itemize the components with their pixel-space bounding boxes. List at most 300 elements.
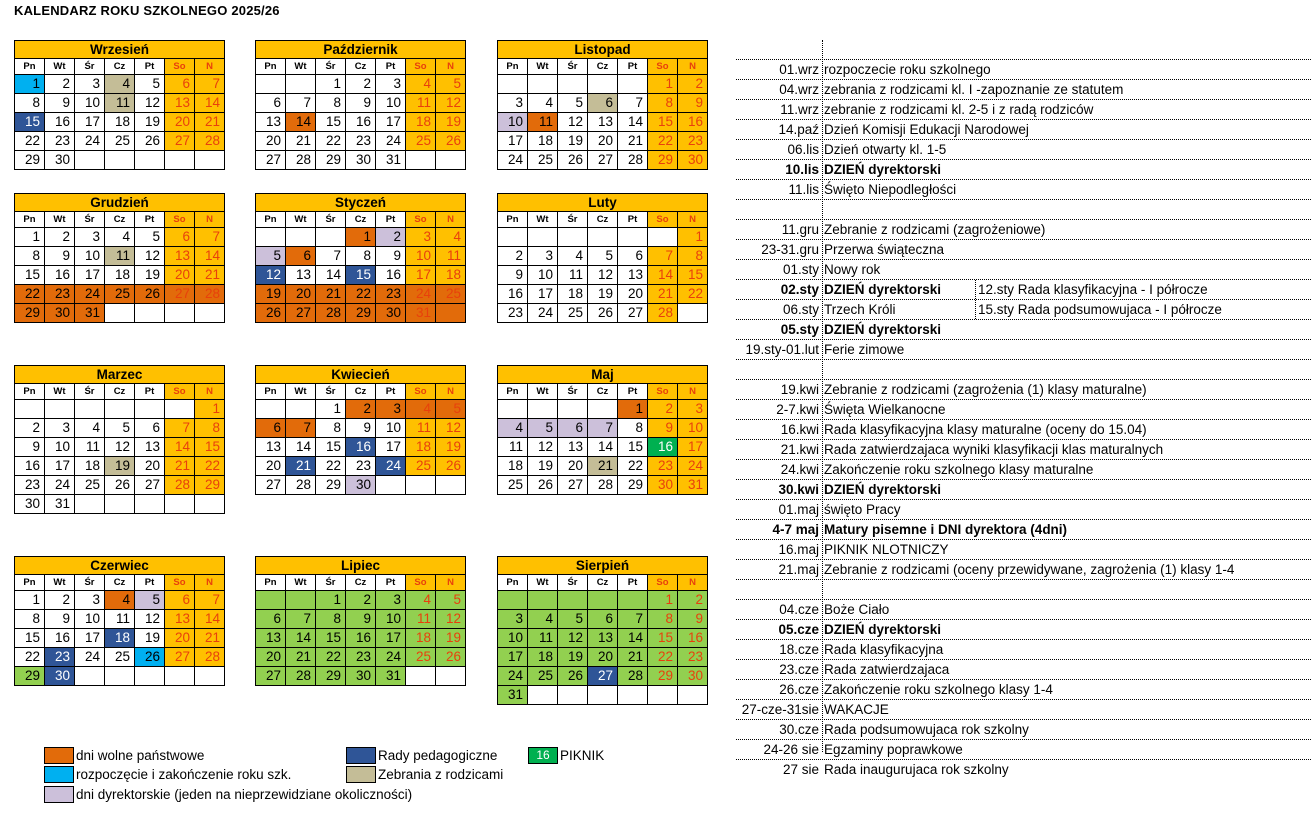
event-description: DZIEŃ dyrektorski (824, 282, 942, 297)
day-cell: 16 (15, 457, 45, 476)
day-cell: 15 (678, 266, 708, 285)
event-description: Zebranie z rodzicami (zagrożenia (1) klasy maturalne) (824, 382, 1147, 397)
event-date: 23.cze (779, 662, 819, 677)
event-row (736, 600, 1311, 620)
month-days (498, 575, 708, 705)
day-cell: 13 (256, 629, 286, 648)
weekday-header: Pt (135, 212, 165, 228)
month-days (498, 59, 708, 170)
day-cell: 12 (256, 266, 286, 285)
day-cell: 12 (135, 247, 165, 266)
weekday-header: N (195, 384, 225, 400)
legend-councils (346, 747, 497, 764)
day-cell: 19 (558, 132, 588, 151)
weekday-header: Wt (45, 384, 75, 400)
day-cell: 6 (165, 228, 195, 247)
event-row (736, 660, 1311, 680)
day-cell: 18 (406, 629, 436, 648)
day-cell: 23 (346, 648, 376, 667)
day-cell (105, 304, 135, 323)
day-cell: 12 (528, 438, 558, 457)
day-cell: 5 (135, 591, 165, 610)
weekday-header: So (406, 212, 436, 228)
day-cell (498, 75, 528, 94)
day-cell (498, 228, 528, 247)
month-days (256, 575, 466, 686)
event-description: DZIEŃ dyrektorski (824, 482, 942, 497)
day-cell: 28 (648, 304, 678, 323)
weekday-header: Cz (588, 384, 618, 400)
day-cell: 15 (316, 629, 346, 648)
day-cell: 15 (316, 438, 346, 457)
day-cell (165, 667, 195, 686)
month-12 (497, 556, 708, 705)
day-cell (105, 400, 135, 419)
legend-start-end-label: rozpoczęcie i zakończenie roku szk. (76, 767, 292, 782)
weekday-header: Śr (558, 212, 588, 228)
event-row (736, 640, 1311, 660)
day-cell: 3 (678, 400, 708, 419)
weekday-header: Wt (528, 384, 558, 400)
weekday-header: Śr (75, 59, 105, 75)
day-cell (648, 686, 678, 705)
day-cell: 27 (256, 151, 286, 170)
day-cell: 1 (648, 75, 678, 94)
weekday-header: N (436, 575, 466, 591)
day-cell: 20 (256, 132, 286, 151)
event-row (736, 40, 1311, 60)
day-cell (165, 495, 195, 514)
event-date: 19.sty-01.lut (745, 342, 819, 357)
weekday-header: Śr (558, 59, 588, 75)
month-days (15, 212, 225, 323)
weekday-header: Cz (105, 59, 135, 75)
legend-start-end (44, 766, 291, 783)
month-title: Lipiec (256, 557, 466, 575)
event-description: Święta Wielkanocne (824, 402, 946, 417)
event-description: zebranie z rodzicami kl. 2-5 i z radą rodziców (824, 102, 1094, 117)
day-cell: 17 (45, 457, 75, 476)
weekday-header: Śr (558, 384, 588, 400)
day-cell: 5 (436, 400, 466, 419)
day-cell (618, 228, 648, 247)
day-cell: 3 (498, 610, 528, 629)
day-cell (376, 476, 406, 495)
event-description: zebrania z rodzicami kl. I -zapoznanie ze statutem (824, 82, 1124, 97)
day-cell: 3 (75, 75, 105, 94)
weekday-header: N (195, 212, 225, 228)
month-title: Listopad (498, 41, 708, 59)
weekday-header: Wt (45, 575, 75, 591)
day-cell: 6 (256, 610, 286, 629)
month-5 (255, 193, 466, 323)
day-cell: 7 (316, 247, 346, 266)
day-cell: 14 (286, 438, 316, 457)
day-cell: 27 (256, 476, 286, 495)
day-cell: 20 (558, 457, 588, 476)
month-11 (255, 556, 466, 686)
day-cell: 11 (498, 438, 528, 457)
day-cell: 4 (105, 75, 135, 94)
day-cell: 22 (648, 132, 678, 151)
day-cell: 8 (648, 610, 678, 629)
day-cell: 7 (618, 610, 648, 629)
day-cell: 25 (436, 285, 466, 304)
event-description: Rada podsumowujaca rok szkolny (824, 722, 1029, 737)
day-cell: 10 (376, 419, 406, 438)
day-cell: 14 (195, 94, 225, 113)
event-date: 05.cze (778, 622, 819, 637)
day-cell: 12 (135, 94, 165, 113)
month-days (256, 384, 466, 495)
day-cell (618, 591, 648, 610)
day-cell: 24 (498, 667, 528, 686)
day-cell: 31 (678, 476, 708, 495)
day-cell: 30 (678, 151, 708, 170)
legend-picnic (528, 747, 604, 764)
day-cell: 22 (618, 457, 648, 476)
day-cell (165, 304, 195, 323)
event-row (736, 580, 1311, 600)
day-cell: 25 (105, 285, 135, 304)
day-cell: 25 (498, 476, 528, 495)
weekday-header: Pn (498, 212, 528, 228)
day-cell: 22 (15, 648, 45, 667)
day-cell: 4 (498, 419, 528, 438)
day-cell: 28 (195, 648, 225, 667)
event-date: 19.kwi (780, 382, 819, 397)
day-cell (75, 400, 105, 419)
day-cell: 29 (648, 667, 678, 686)
day-cell: 19 (436, 629, 466, 648)
event-row (736, 700, 1311, 720)
day-cell: 29 (346, 304, 376, 323)
day-cell: 17 (75, 629, 105, 648)
day-cell (256, 591, 286, 610)
day-cell: 28 (588, 476, 618, 495)
day-cell: 30 (45, 304, 75, 323)
day-cell (15, 400, 45, 419)
day-cell: 21 (195, 266, 225, 285)
day-cell: 21 (588, 457, 618, 476)
day-cell: 16 (346, 438, 376, 457)
day-cell (436, 151, 466, 170)
event-date: 4-7 maj (772, 522, 819, 537)
day-cell (316, 228, 346, 247)
day-cell: 15 (316, 113, 346, 132)
weekday-header: Pn (15, 384, 45, 400)
day-cell: 15 (15, 113, 45, 132)
day-cell (528, 228, 558, 247)
day-cell: 26 (256, 304, 286, 323)
day-cell: 6 (286, 247, 316, 266)
day-cell: 24 (376, 457, 406, 476)
day-cell: 13 (256, 438, 286, 457)
day-cell: 1 (15, 591, 45, 610)
day-cell: 16 (45, 266, 75, 285)
month-days (256, 212, 466, 323)
day-cell: 19 (588, 285, 618, 304)
day-cell: 7 (618, 94, 648, 113)
day-cell: 15 (346, 266, 376, 285)
day-cell: 18 (75, 457, 105, 476)
day-cell: 31 (376, 667, 406, 686)
event-description: Zebranie z rodzicami (zagrożeniowe) (824, 222, 1046, 237)
day-cell (406, 667, 436, 686)
day-cell: 21 (286, 648, 316, 667)
weekday-header: So (165, 212, 195, 228)
day-cell: 12 (135, 610, 165, 629)
day-cell: 13 (286, 266, 316, 285)
day-cell: 7 (195, 75, 225, 94)
day-cell: 17 (376, 629, 406, 648)
day-cell: 10 (75, 610, 105, 629)
day-cell: 29 (195, 476, 225, 495)
day-cell: 31 (75, 304, 105, 323)
day-cell: 18 (105, 629, 135, 648)
day-cell: 29 (316, 667, 346, 686)
day-cell: 4 (528, 610, 558, 629)
day-cell: 1 (195, 400, 225, 419)
day-cell: 4 (406, 400, 436, 419)
legend-meetings (346, 766, 503, 783)
day-cell: 20 (135, 457, 165, 476)
day-cell: 4 (436, 228, 466, 247)
weekday-header: N (678, 212, 708, 228)
day-cell: 28 (195, 132, 225, 151)
weekday-header: So (648, 575, 678, 591)
day-cell: 1 (15, 75, 45, 94)
event-description: Dzień Komisji Edukacji Narodowej (824, 122, 1029, 137)
day-cell: 2 (346, 591, 376, 610)
day-cell: 5 (588, 247, 618, 266)
day-cell (588, 591, 618, 610)
day-cell: 17 (406, 266, 436, 285)
day-cell: 30 (346, 151, 376, 170)
event-description: Rada klasyfikacyjna (824, 642, 944, 657)
day-cell (436, 476, 466, 495)
weekday-header: Pn (15, 212, 45, 228)
day-cell: 21 (286, 457, 316, 476)
day-cell: 11 (105, 94, 135, 113)
weekday-header: Śr (316, 212, 346, 228)
event-row (736, 80, 1311, 100)
day-cell: 9 (45, 610, 75, 629)
event-date: 11.wrz (780, 102, 819, 117)
day-cell (286, 400, 316, 419)
day-cell: 1 (316, 75, 346, 94)
day-cell: 16 (346, 629, 376, 648)
day-cell (436, 667, 466, 686)
day-cell: 7 (286, 94, 316, 113)
weekday-header: Wt (528, 575, 558, 591)
event-date: 11.lis (788, 182, 819, 197)
day-cell (286, 75, 316, 94)
day-cell: 29 (316, 151, 346, 170)
weekday-header: Pn (256, 59, 286, 75)
day-cell (135, 304, 165, 323)
day-cell (256, 400, 286, 419)
day-cell: 12 (558, 629, 588, 648)
month-title: Luty (498, 194, 708, 212)
day-cell (558, 400, 588, 419)
day-cell: 20 (286, 285, 316, 304)
day-cell: 22 (648, 648, 678, 667)
event-row (736, 540, 1311, 560)
event-row (736, 340, 1311, 360)
day-cell: 5 (436, 591, 466, 610)
day-cell: 9 (45, 247, 75, 266)
day-cell: 5 (558, 610, 588, 629)
day-cell: 10 (528, 266, 558, 285)
day-cell: 18 (105, 113, 135, 132)
month-title: Styczeń (256, 194, 466, 212)
day-cell (528, 75, 558, 94)
day-cell: 2 (45, 75, 75, 94)
legend-picnic-label: PIKNIK (560, 748, 605, 763)
day-cell: 4 (406, 75, 436, 94)
day-cell: 3 (498, 94, 528, 113)
day-cell: 21 (618, 132, 648, 151)
event-row (736, 160, 1311, 180)
day-cell: 20 (256, 457, 286, 476)
event-row (736, 180, 1311, 200)
day-cell: 14 (648, 266, 678, 285)
weekday-header: Wt (528, 59, 558, 75)
day-cell: 10 (376, 610, 406, 629)
month-title: Sierpień (498, 557, 708, 575)
day-cell: 21 (165, 457, 195, 476)
weekday-header: Wt (45, 212, 75, 228)
weekday-header: Śr (75, 212, 105, 228)
day-cell: 9 (678, 610, 708, 629)
day-cell: 2 (498, 247, 528, 266)
day-cell (528, 591, 558, 610)
day-cell: 4 (105, 228, 135, 247)
day-cell: 12 (558, 113, 588, 132)
day-cell: 10 (75, 247, 105, 266)
weekday-header: N (678, 384, 708, 400)
day-cell: 26 (436, 648, 466, 667)
day-cell (406, 476, 436, 495)
event-date: 2-7.kwi (776, 402, 819, 417)
day-cell: 23 (678, 132, 708, 151)
day-cell: 31 (406, 304, 436, 323)
day-cell: 23 (498, 304, 528, 323)
day-cell (588, 686, 618, 705)
legend-councils-label: Rady pedagogiczne (378, 748, 498, 763)
weekday-header: N (195, 575, 225, 591)
month-days (15, 575, 225, 686)
legend-holidays (44, 747, 204, 764)
day-cell: 28 (195, 285, 225, 304)
event-description: DZIEŃ dyrektorski (824, 622, 942, 637)
day-cell: 9 (346, 94, 376, 113)
day-cell: 11 (75, 438, 105, 457)
day-cell (105, 667, 135, 686)
day-cell: 18 (528, 648, 558, 667)
day-cell: 23 (45, 132, 75, 151)
day-cell: 26 (588, 304, 618, 323)
event-row (736, 740, 1311, 760)
day-cell: 8 (15, 247, 45, 266)
day-cell: 5 (528, 419, 558, 438)
month-2 (255, 40, 466, 170)
day-cell: 2 (678, 75, 708, 94)
month-4 (14, 193, 225, 323)
day-cell: 15 (618, 438, 648, 457)
day-cell: 20 (165, 266, 195, 285)
weekday-header: So (165, 575, 195, 591)
day-cell: 16 (376, 266, 406, 285)
event-row (736, 720, 1311, 740)
day-cell (528, 686, 558, 705)
event-description: Zebranie z rodzicami (oceny przewidywane, zagrożenia (1) klasy 1-4 (824, 562, 1235, 577)
day-cell: 20 (588, 648, 618, 667)
day-cell: 24 (528, 304, 558, 323)
weekday-header: So (165, 59, 195, 75)
swatch-council (346, 747, 376, 764)
day-cell: 2 (15, 419, 45, 438)
day-cell: 27 (618, 304, 648, 323)
event-row (736, 440, 1311, 460)
day-cell (618, 686, 648, 705)
day-cell: 2 (45, 591, 75, 610)
day-cell (165, 151, 195, 170)
weekday-header: N (436, 59, 466, 75)
day-cell: 16 (678, 113, 708, 132)
day-cell: 27 (588, 151, 618, 170)
day-cell: 2 (648, 400, 678, 419)
day-cell: 24 (376, 648, 406, 667)
event-date: 01.sty (782, 262, 819, 277)
event-date: 24-26 sie (763, 742, 819, 757)
day-cell (588, 400, 618, 419)
day-cell: 24 (678, 457, 708, 476)
event-date: 23-31.gru (761, 242, 819, 257)
day-cell: 7 (648, 247, 678, 266)
day-cell: 30 (678, 667, 708, 686)
event-row (736, 320, 1311, 340)
day-cell: 13 (135, 438, 165, 457)
day-cell: 29 (15, 667, 45, 686)
day-cell: 1 (346, 228, 376, 247)
day-cell: 11 (558, 266, 588, 285)
event-description: Egzaminy poprawkowe (824, 742, 963, 757)
weekday-header: Śr (316, 575, 346, 591)
weekday-header: Cz (346, 384, 376, 400)
day-cell: 5 (135, 228, 165, 247)
day-cell: 4 (105, 591, 135, 610)
day-cell: 26 (528, 476, 558, 495)
day-cell: 9 (346, 610, 376, 629)
day-cell: 3 (45, 419, 75, 438)
day-cell: 16 (45, 629, 75, 648)
month-9 (497, 365, 708, 495)
day-cell: 13 (165, 94, 195, 113)
event-date: 06.sty (782, 302, 819, 317)
day-cell: 16 (346, 113, 376, 132)
weekday-header: Cz (588, 212, 618, 228)
month-8 (255, 365, 466, 495)
day-cell: 4 (528, 94, 558, 113)
day-cell: 6 (165, 591, 195, 610)
day-cell: 7 (286, 610, 316, 629)
day-cell: 8 (678, 247, 708, 266)
weekday-header: N (678, 575, 708, 591)
day-cell: 15 (15, 266, 45, 285)
weekday-header: N (436, 384, 466, 400)
